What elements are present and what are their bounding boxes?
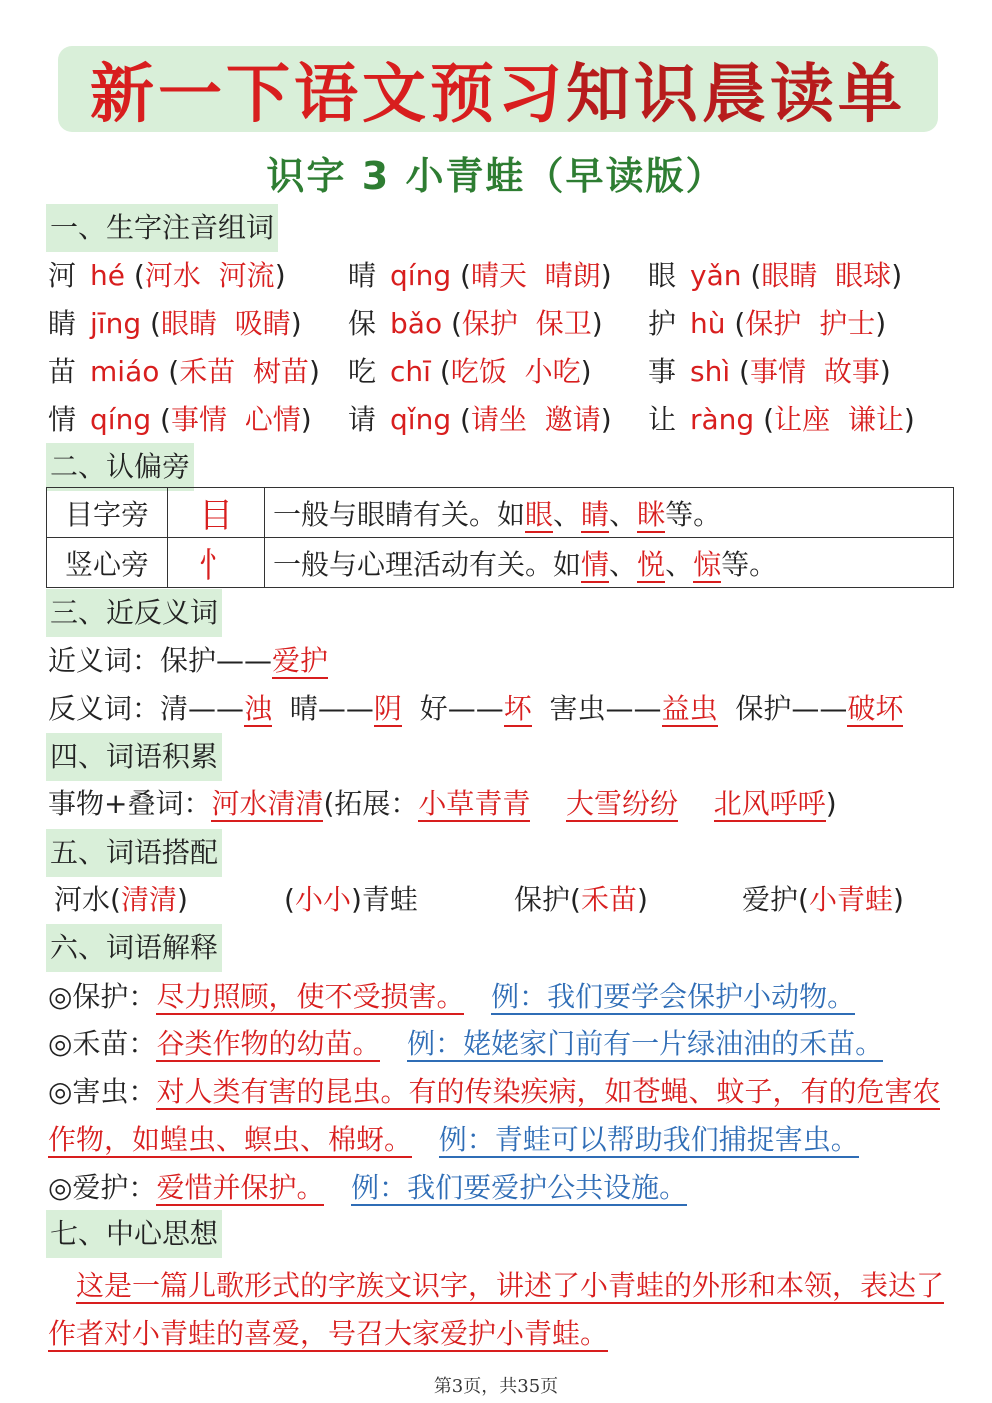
character: 苗 — [48, 355, 77, 388]
word-group: (河水 河流) — [133, 259, 286, 292]
word-group: (请坐 邀请) — [460, 403, 612, 436]
subtitle: 识字 3 小青蛙（早读版） — [266, 154, 726, 198]
central-idea-line1: 这是一篇儿歌形式的字族文识字，讲述了小青蛙的外形和本领，表达了 — [76, 1269, 945, 1302]
character: 请 — [348, 403, 377, 436]
word-group: (眼睛 吸睛) — [150, 307, 302, 340]
explanation-item: ◎保护：尽力照顾，使不受损害。 例：我们要学会保护小动物。 — [48, 980, 856, 1013]
character: 保 — [348, 307, 377, 340]
pinyin-grid — [48, 254, 948, 446]
accumulate-line: 事物+叠词：河水清清(拓展：小草青青 大雪纷纷 北风呼呼) — [48, 787, 837, 820]
pinyin-cell — [348, 254, 648, 302]
pinyin-cell — [648, 254, 948, 302]
character: 吃 — [348, 355, 377, 388]
character: 护 — [648, 307, 677, 340]
character: 眼 — [648, 259, 677, 292]
character: 让 — [648, 403, 677, 436]
central-idea-line2: 作者对小青蛙的喜爱，号召大家爱护小青蛙。 — [48, 1317, 609, 1350]
pinyin-cell — [348, 302, 648, 350]
pinyin: hé — [90, 259, 125, 292]
character: 情 — [48, 403, 77, 436]
pinyin-row — [48, 350, 948, 398]
pinyin: hù — [690, 307, 726, 340]
section-3-heading: 三、近反义词 — [46, 589, 222, 637]
word-group: (事情 故事) — [739, 355, 891, 388]
radical-name: 竖心旁 — [47, 538, 168, 588]
character: 事 — [648, 355, 677, 388]
pinyin: shì — [690, 355, 731, 388]
pinyin-row — [48, 398, 948, 446]
word-group: (眼睛 眼球) — [750, 259, 903, 292]
explanation-item: ◎爱护：爱惜并保护。 例：我们要爱护公共设施。 — [48, 1171, 688, 1204]
pinyin: qǐng — [390, 403, 452, 436]
pinyin-cell — [348, 398, 648, 446]
character: 河 — [48, 259, 77, 292]
pinyin-cell — [648, 398, 948, 446]
radical-name: 目字旁 — [47, 488, 168, 538]
synonym-line: 近义词：保护——爱护 — [48, 644, 329, 677]
pinyin-cell — [48, 254, 348, 302]
character: 睛 — [48, 307, 77, 340]
explanation-item: ◎害虫：对人类有害的昆虫。有的传染疾病，如苍蝇、蚊子，有的危害农 — [48, 1075, 941, 1108]
central-idea — [48, 1262, 948, 1358]
pinyin-cell — [648, 350, 948, 398]
pinyin-cell — [48, 302, 348, 350]
word-group: (晴天 晴朗) — [460, 259, 612, 292]
explanation-item-cont: 作物，如蝗虫、螟虫、棉蚜。 例：青蛙可以帮助我们捕捉害虫。 — [48, 1123, 859, 1156]
pinyin-cell — [48, 398, 348, 446]
word-group: (吃饭 小吃) — [439, 355, 592, 388]
title-part2: 知识晨读单 — [566, 57, 906, 132]
page-footer: 第3页，共35页 — [433, 1376, 559, 1397]
radical-desc: 一般与眼睛有关。如眼、睛、眯等。 — [265, 488, 954, 538]
pinyin: qíng — [90, 403, 152, 436]
section-6-heading: 六、词语解释 — [46, 924, 222, 972]
word-group: (让座 谦让) — [763, 403, 915, 436]
radical-desc: 一般与心理活动有关。如情、悦、惊等。 — [265, 538, 954, 588]
antonym-line: 反义词：清——浊 晴——阴 好——坏 害虫——益虫 保护——破坏 — [48, 692, 904, 725]
title-part1: 新一下语文预习 — [90, 57, 566, 132]
pinyin-row — [48, 302, 948, 350]
collocation-item: 保护(禾苗) — [514, 883, 648, 916]
word-group: (保护 护士) — [734, 307, 887, 340]
collocation-item: (小小)青蛙 — [284, 883, 418, 916]
radical-glyph: 忄 — [168, 538, 265, 588]
section-4-heading: 四、词语积累 — [46, 733, 222, 781]
radical-row — [47, 488, 954, 538]
character: 晴 — [348, 259, 377, 292]
section-7-heading: 七、中心思想 — [46, 1210, 222, 1258]
section-5-heading: 五、词语搭配 — [46, 829, 222, 877]
radical-glyph: 目 — [168, 488, 265, 538]
pinyin-cell — [48, 350, 348, 398]
radical-row — [47, 538, 954, 588]
title-banner — [58, 46, 938, 132]
pinyin: yǎn — [690, 259, 742, 292]
word-group: (禾苗 树苗) — [168, 355, 320, 388]
pinyin: bǎo — [390, 307, 443, 340]
collocation-item: 河水(清清) — [54, 883, 188, 916]
pinyin: chī — [390, 355, 431, 388]
pinyin: ràng — [690, 403, 755, 436]
pinyin: qíng — [390, 259, 452, 292]
pinyin-cell — [348, 350, 648, 398]
collocation-item: 爱护(小青蛙) — [742, 883, 904, 916]
radical-table — [46, 487, 954, 588]
pinyin: miáo — [90, 355, 160, 388]
word-group: (事情 心情) — [160, 403, 312, 436]
section-1-heading: 一、生字注音组词 — [46, 204, 278, 252]
pinyin-cell — [648, 302, 948, 350]
pinyin-row — [48, 254, 948, 302]
word-group: (保护 保卫) — [450, 307, 603, 340]
section-2-heading: 二、认偏旁 — [46, 443, 194, 491]
pinyin: jīng — [90, 307, 142, 340]
explanation-item: ◎禾苗：谷类作物的幼苗。 例：姥姥家门前有一片绿油油的禾苗。 — [48, 1027, 884, 1060]
